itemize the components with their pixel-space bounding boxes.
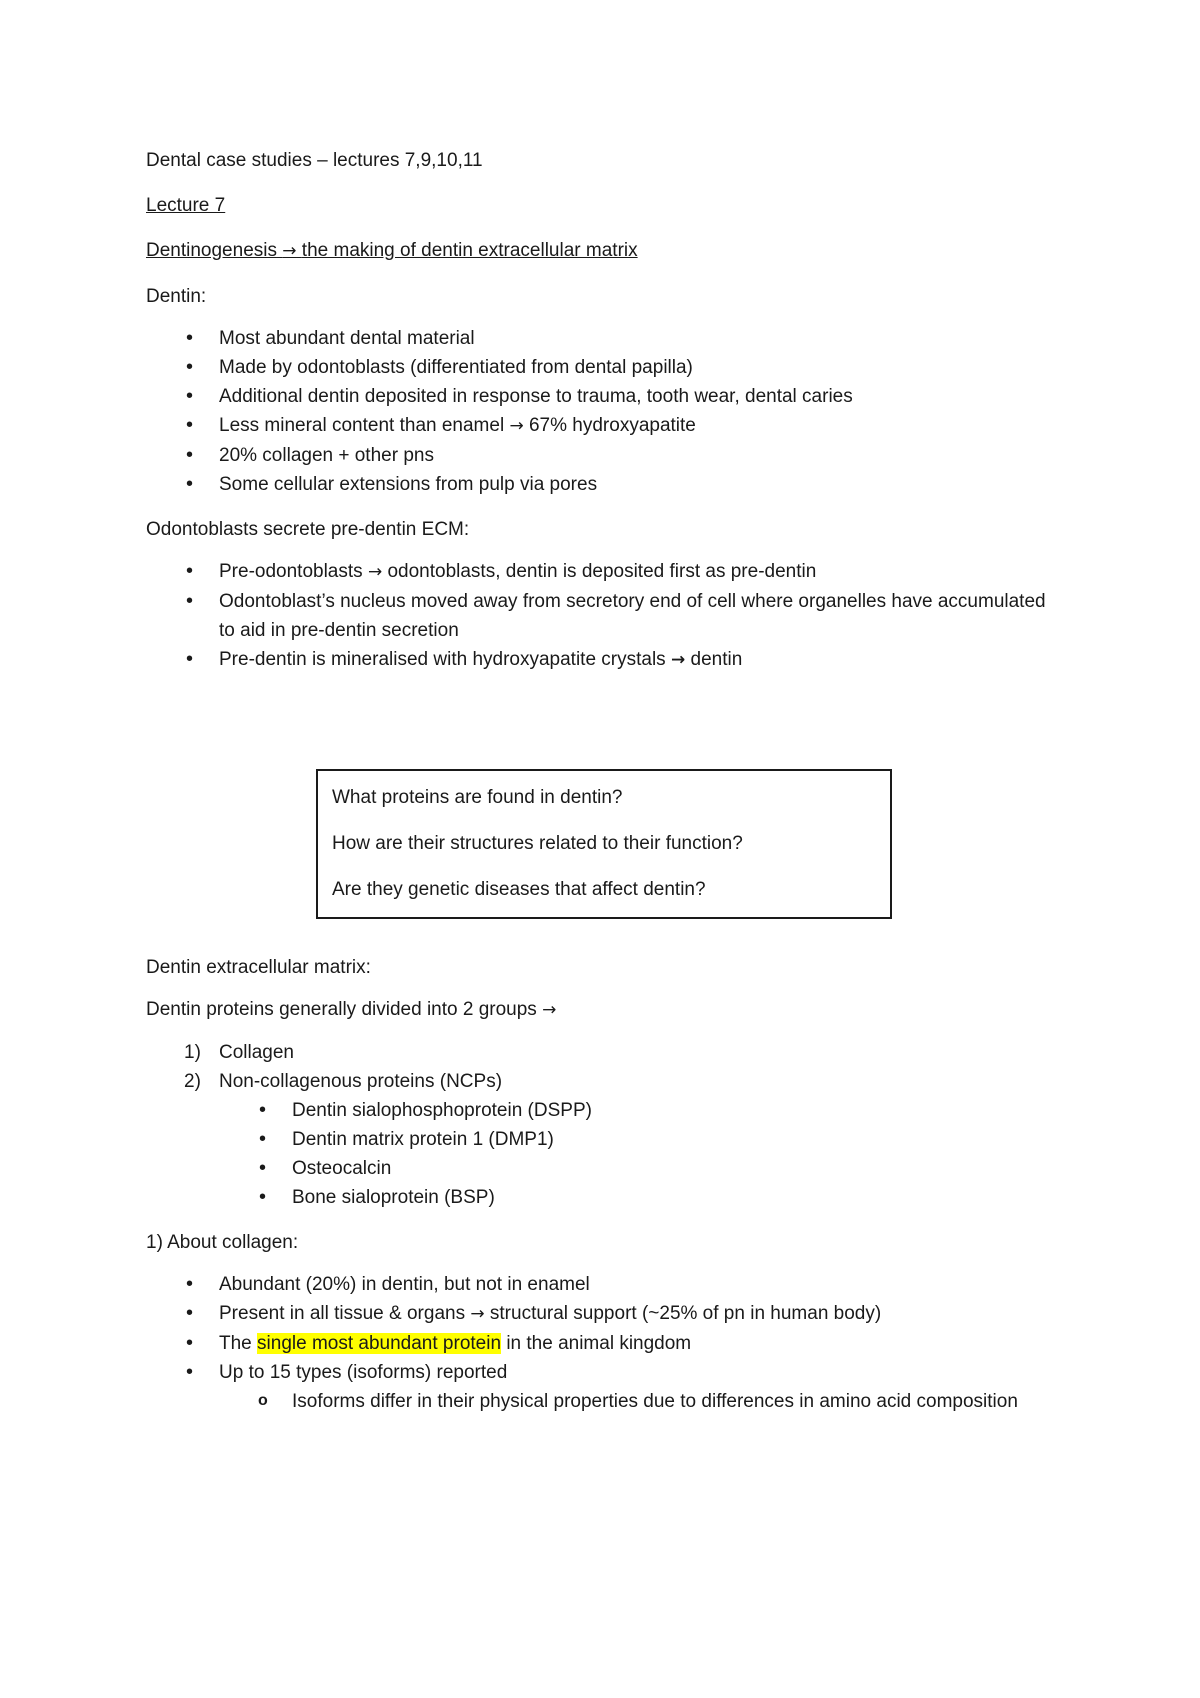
questions-box <box>316 769 892 919</box>
list-item: o Isoforms differ in their physical properties due to differences in amino acid composition <box>146 1387 1046 1416</box>
arrow-icon: → <box>367 562 383 582</box>
question-text: Are they genetic diseases that affect dentin? <box>332 879 706 900</box>
list-item-text: Present in all tissue & organs <box>219 1303 466 1324</box>
list-item <box>146 411 1046 441</box>
list-item-text: Pre-dentin is mineralised with hydroxyapatite crystals <box>219 649 666 670</box>
dentinogenesis-heading <box>146 236 1046 266</box>
list-item <box>146 1299 1046 1329</box>
arrow-icon: → <box>509 416 524 436</box>
list-item: • Dentin sialophosphoprotein (DSPP) <box>146 1096 1046 1125</box>
list-item-text: dentin <box>690 649 743 670</box>
question-text: How are their structures related to their function? <box>332 833 743 854</box>
list-item <box>146 1038 1046 1067</box>
highlighted-text: single most abundant protein <box>257 1333 502 1354</box>
list-item: • 20% collagen + other pns <box>146 441 1046 470</box>
list-item-text: in the animal kingdom <box>506 1333 692 1354</box>
list-item-text: 67% hydroxyapatite <box>528 415 696 436</box>
list-item: • Dentin matrix protein 1 (DMP1) <box>146 1125 1046 1154</box>
document-title: Dental case studies – lectures 7,9,10,11 <box>146 150 483 171</box>
list-item: • Additional dentin deposited in response to trauma, tooth wear, dental caries <box>146 382 1046 411</box>
collagen-list <box>146 1270 1046 1416</box>
ecm-groups-label: Dentin proteins generally divided into 2 groups <box>146 999 537 1020</box>
question-text: What proteins are found in dentin? <box>332 787 623 808</box>
ecm-groups-text <box>146 995 1046 1025</box>
odontoblasts-label: Odontoblasts secrete pre-dentin ECM: <box>146 519 470 540</box>
dentin-list <box>146 324 1046 499</box>
list-item <box>146 1067 1046 1212</box>
list-item <box>146 1358 1046 1416</box>
lecture-heading: Lecture 7 <box>146 195 226 216</box>
list-item: • Some cellular extensions from pulp via pores <box>146 470 1046 499</box>
collagen-label: 1) About collagen: <box>146 1232 299 1253</box>
list-item-text: The <box>219 1333 252 1354</box>
arrow-icon: → <box>470 1304 485 1324</box>
list-item-text: Collagen <box>219 1042 294 1063</box>
dentinogenesis-definition: the making of dentin extracellular matrix <box>301 240 638 261</box>
list-number: 1) <box>184 1042 201 1063</box>
list-item: • Osteocalcin <box>146 1154 1046 1183</box>
list-number: 2) <box>184 1071 201 1092</box>
list-item-text: odontoblasts, dentin is deposited first as pre-dentin <box>387 561 817 582</box>
ncps-list <box>146 1096 1046 1212</box>
list-item: • Made by odontoblasts (differentiated from dental papilla) <box>146 353 1046 382</box>
list-item: • Odontoblast’s nucleus moved away from secretory end of cell where organelles have accumulated to aid in pre-dentin secretion <box>146 587 1046 645</box>
list-item <box>146 1329 1046 1358</box>
isoforms-list <box>146 1387 1046 1416</box>
list-item <box>146 557 1046 587</box>
ecm-groups-list <box>146 1038 1046 1212</box>
document-page <box>146 146 1046 1432</box>
list-item-text: Pre-odontoblasts <box>219 561 363 582</box>
bold-arrow-icon: → <box>670 650 686 670</box>
odontoblasts-list <box>146 557 1046 675</box>
dentin-label: Dentin: <box>146 286 207 307</box>
list-item-text: Non-collagenous proteins (NCPs) <box>219 1071 503 1092</box>
list-item <box>146 645 1046 675</box>
list-item-text: Less mineral content than enamel <box>219 415 505 436</box>
list-item-text: Up to 15 types (isoforms) reported <box>219 1362 508 1383</box>
ecm-label: Dentin extracellular matrix: <box>146 957 371 978</box>
arrow-icon: → <box>542 1000 557 1020</box>
arrow-icon: → <box>282 241 297 261</box>
list-item: • Most abundant dental material <box>146 324 1046 353</box>
list-item-text: structural support (~25% of pn in human body) <box>489 1303 882 1324</box>
dentinogenesis-term: Dentinogenesis <box>146 240 277 261</box>
list-item: • Abundant (20%) in dentin, but not in enamel <box>146 1270 1046 1299</box>
list-item: • Bone sialoprotein (BSP) <box>146 1183 1046 1212</box>
